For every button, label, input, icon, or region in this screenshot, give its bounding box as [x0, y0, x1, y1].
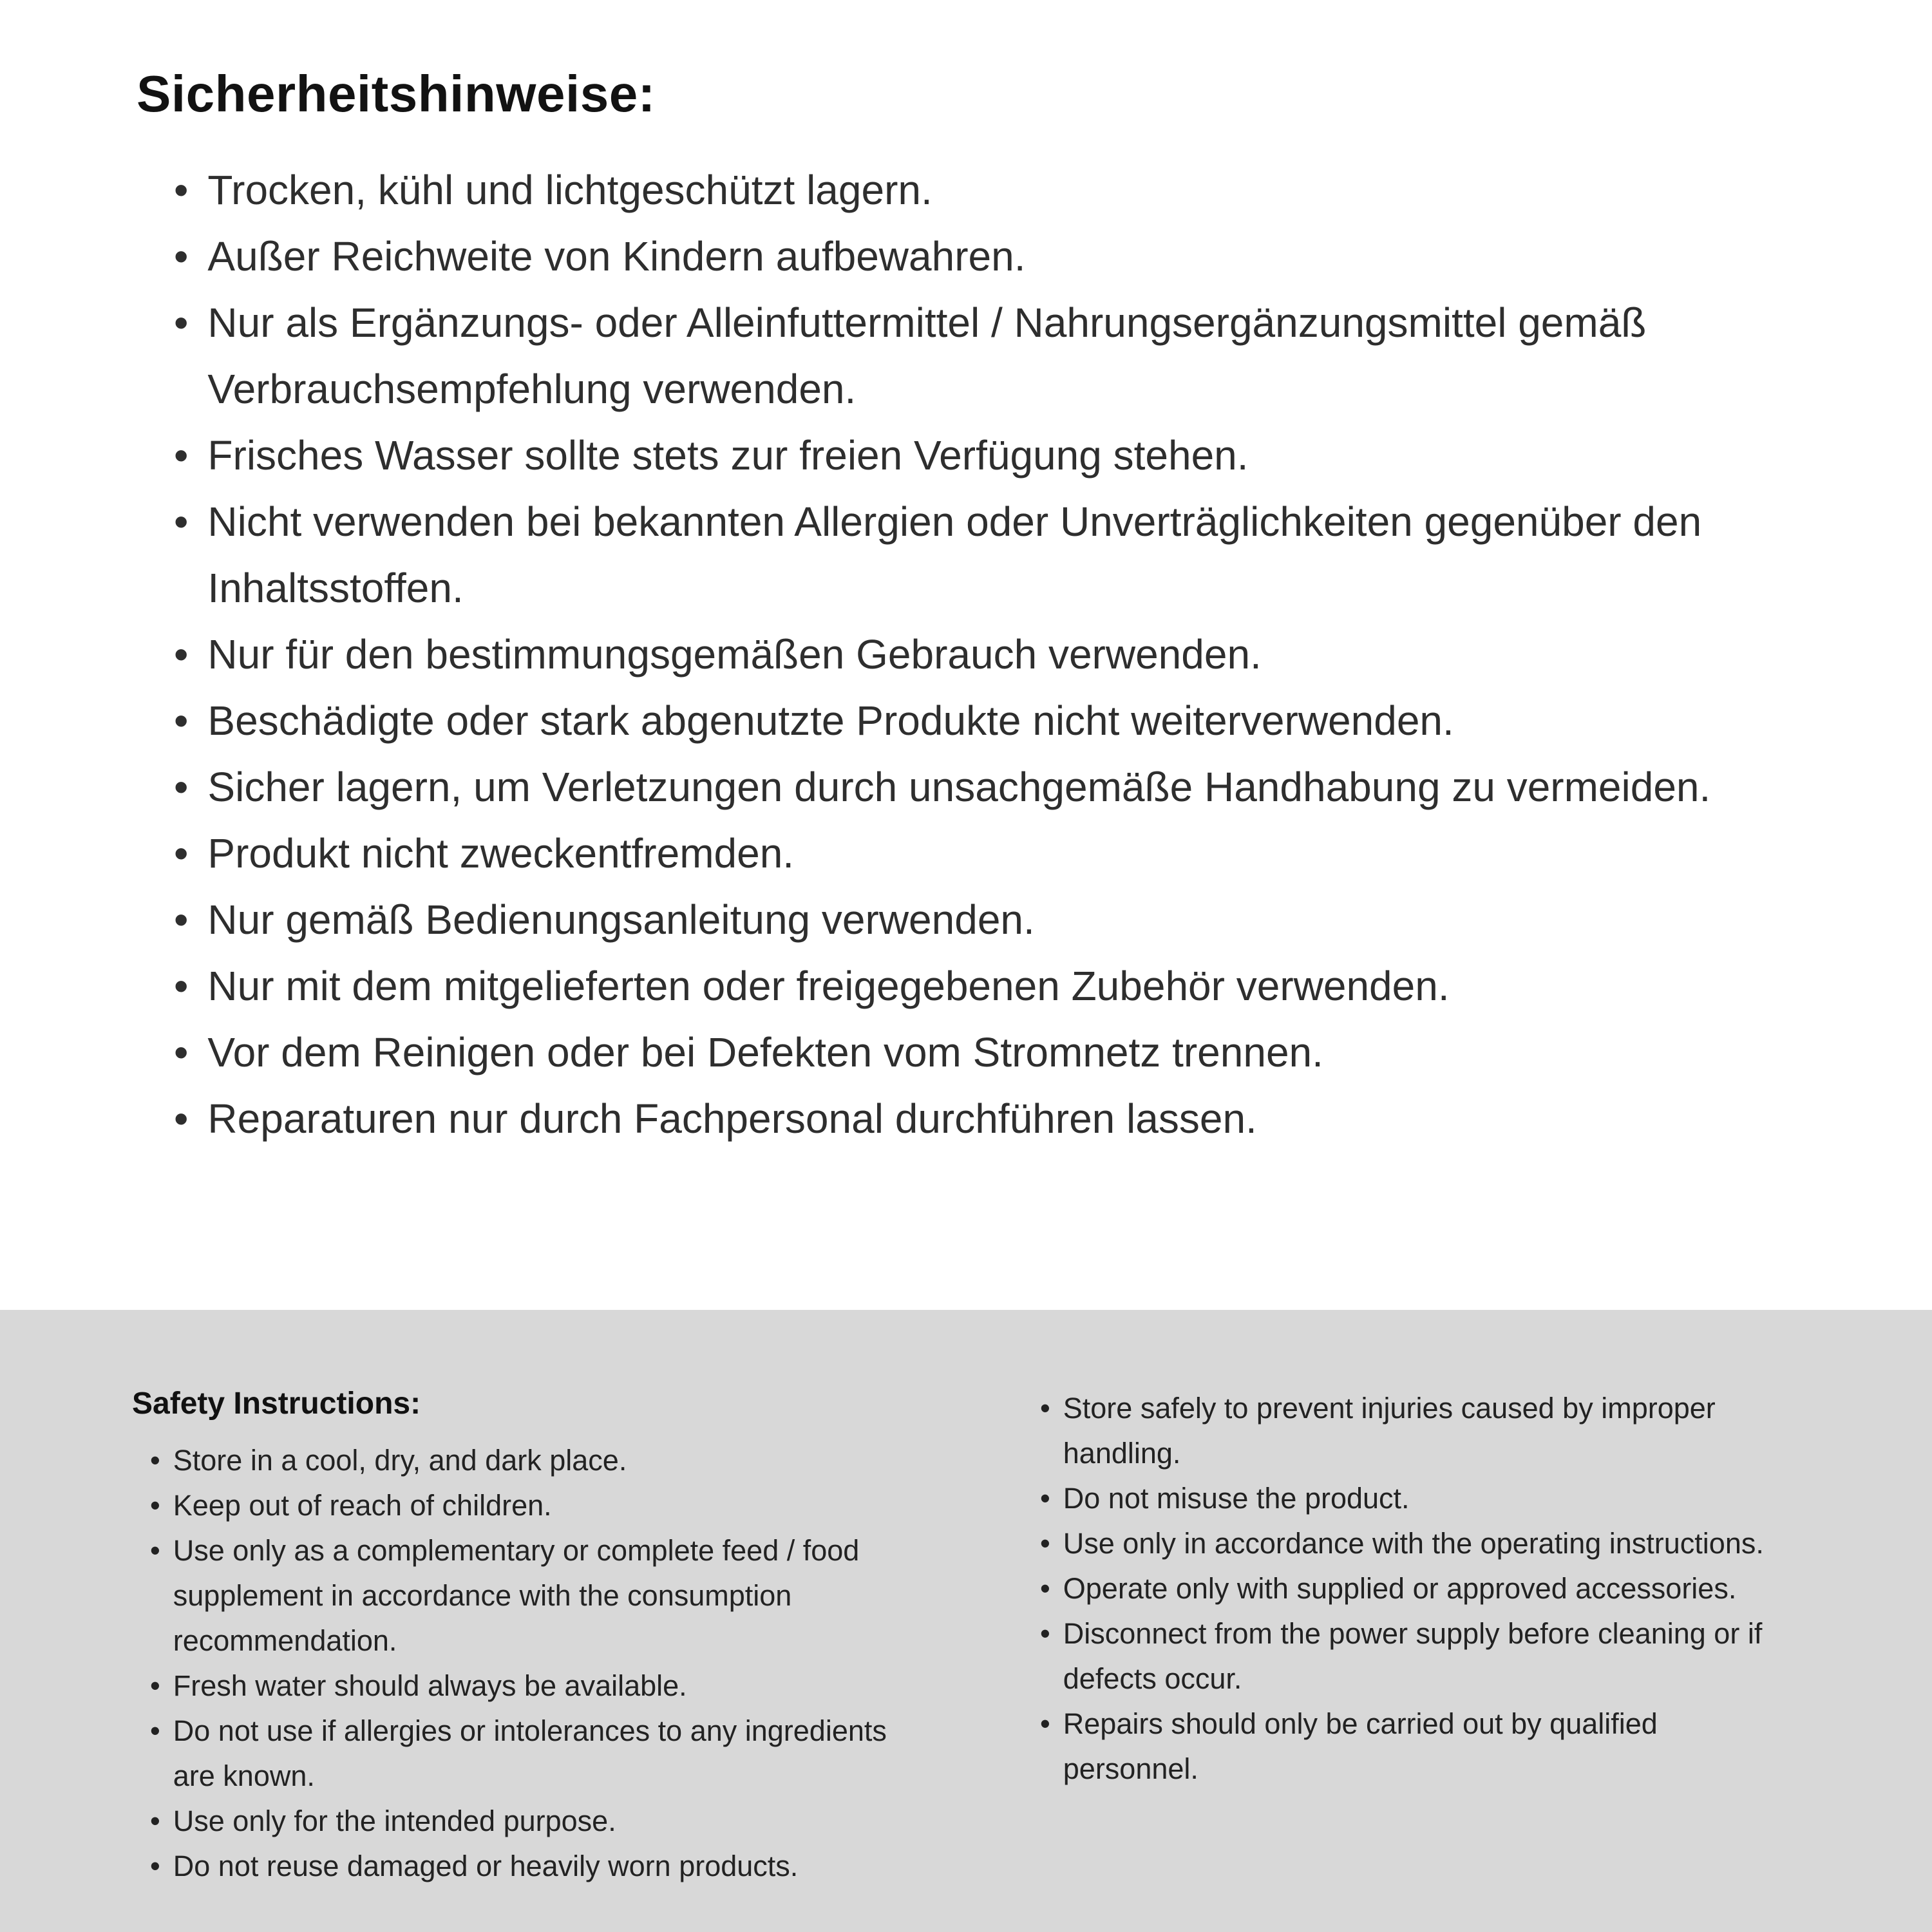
english-right-list [1040, 1386, 1781, 1792]
list-item [1040, 1611, 1781, 1701]
list-item [174, 422, 1745, 489]
bullet-icon: • [150, 1444, 160, 1477]
list-item [174, 887, 1745, 953]
list-item [1040, 1701, 1781, 1792]
english-right-column [1040, 1386, 1819, 1792]
list-item-text: Frisches Wasser sollte stets zur freien Verfügung stehen. [207, 432, 1249, 478]
list-item-text: Nur für den bestimmungsgemäßen Gebrauch verwenden. [207, 631, 1262, 677]
english-left-column [132, 1386, 895, 1889]
list-item-text: Beschädigte oder stark abgenutzte Produkte nicht weiterverwenden. [207, 697, 1454, 744]
bullet-icon: • [1040, 1617, 1050, 1650]
list-item [174, 1086, 1745, 1152]
bullet-icon: • [1040, 1707, 1050, 1740]
bullet-icon: • [150, 1489, 160, 1522]
list-item [174, 489, 1745, 621]
list-item-text: Operate only with supplied or approved accessories. [1063, 1572, 1737, 1605]
bullet-icon: • [174, 167, 189, 213]
english-title: Safety Instructions: [132, 1387, 421, 1421]
english-safety-section [0, 1310, 1932, 1932]
bullet-icon: • [150, 1669, 160, 1702]
list-item [150, 1663, 895, 1709]
list-item [174, 621, 1745, 688]
bullet-icon: • [174, 1029, 189, 1075]
list-item [150, 1844, 895, 1889]
list-item-text: Nicht verwenden bei bekannten Allergien oder Unverträglichkeiten gegenüber den Inhaltsstoffen. [207, 498, 1702, 611]
list-item [174, 820, 1745, 887]
bullet-icon: • [1040, 1482, 1050, 1515]
list-item-text: Vor dem Reinigen oder bei Defekten vom Stromnetz trennen. [207, 1029, 1323, 1075]
list-item [174, 754, 1745, 820]
bullet-icon: • [1040, 1572, 1050, 1605]
bullet-icon: • [174, 830, 189, 876]
bullet-icon: • [150, 1534, 160, 1567]
english-left-list [132, 1438, 895, 1889]
list-item [1040, 1476, 1781, 1521]
list-item-text: Do not reuse damaged or heavily worn products. [173, 1850, 799, 1882]
list-item [150, 1438, 895, 1483]
list-item [174, 290, 1745, 422]
german-title: Sicherheitshinweise: [137, 65, 656, 122]
bullet-icon: • [174, 299, 189, 346]
list-item [174, 157, 1745, 223]
list-item [1040, 1386, 1781, 1476]
list-item-text: Produkt nicht zweckentfremden. [207, 830, 795, 876]
bullet-icon: • [150, 1714, 160, 1747]
list-item-text: Fresh water should always be available. [173, 1669, 687, 1702]
list-item-text: Nur mit dem mitgelieferten oder freigegebenen Zubehör verwenden. [207, 963, 1450, 1009]
list-item [150, 1528, 895, 1663]
list-item [150, 1483, 895, 1528]
bullet-icon: • [174, 432, 189, 478]
bullet-icon: • [174, 764, 189, 810]
list-item-text: Use only for the intended purpose. [173, 1804, 616, 1837]
list-item-text: Store safely to prevent injuries caused by improper handling. [1063, 1392, 1716, 1470]
list-item-text: Trocken, kühl und lichtgeschützt lagern. [207, 167, 933, 213]
list-item-text: Do not misuse the product. [1063, 1482, 1410, 1515]
list-item [1040, 1566, 1781, 1611]
list-item-text: Disconnect from the power supply before cleaning or if defects occur. [1063, 1617, 1763, 1695]
bullet-icon: • [174, 631, 189, 677]
list-item-text: Nur als Ergänzungs- oder Alleinfuttermittel / Nahrungsergänzungsmittel gemäß Verbrauchsempfehlung verwenden. [207, 299, 1647, 412]
list-item-text: Do not use if allergies or intolerances to any ingredients are known. [173, 1714, 887, 1792]
bullet-icon: • [174, 233, 189, 279]
bullet-icon: • [150, 1850, 160, 1882]
bullet-icon: • [174, 1095, 189, 1142]
list-item-text: Repairs should only be carried out by qualified personnel. [1063, 1707, 1658, 1785]
bullet-icon: • [1040, 1392, 1050, 1425]
bullet-icon: • [150, 1804, 160, 1837]
list-item [174, 223, 1745, 290]
german-safety-list [137, 157, 1745, 1152]
list-item [150, 1799, 895, 1844]
list-item-text: Nur gemäß Bedienungsanleitung verwenden. [207, 896, 1035, 943]
bullet-icon: • [174, 896, 189, 943]
list-item-text: Store in a cool, dry, and dark place. [173, 1444, 627, 1477]
bullet-icon: • [174, 963, 189, 1009]
list-item [174, 953, 1745, 1019]
list-item [174, 1019, 1745, 1086]
list-item-text: Reparaturen nur durch Fachpersonal durchführen lassen. [207, 1095, 1257, 1142]
list-item-text: Keep out of reach of children. [173, 1489, 552, 1522]
list-item [174, 688, 1745, 754]
bullet-icon: • [1040, 1527, 1050, 1560]
bullet-icon: • [174, 498, 189, 545]
list-item-text: Sicher lagern, um Verletzungen durch unsachgemäße Handhabung zu vermeiden. [207, 764, 1711, 810]
bullet-icon: • [174, 697, 189, 744]
list-item-text: Außer Reichweite von Kindern aufbewahren. [207, 233, 1026, 279]
list-item-text: Use only in accordance with the operating instructions. [1063, 1527, 1764, 1560]
list-item-text: Use only as a complementary or complete feed / food supplement in accordance with the consumption recommendation. [173, 1534, 860, 1657]
list-item [1040, 1521, 1781, 1566]
list-item [150, 1709, 895, 1799]
